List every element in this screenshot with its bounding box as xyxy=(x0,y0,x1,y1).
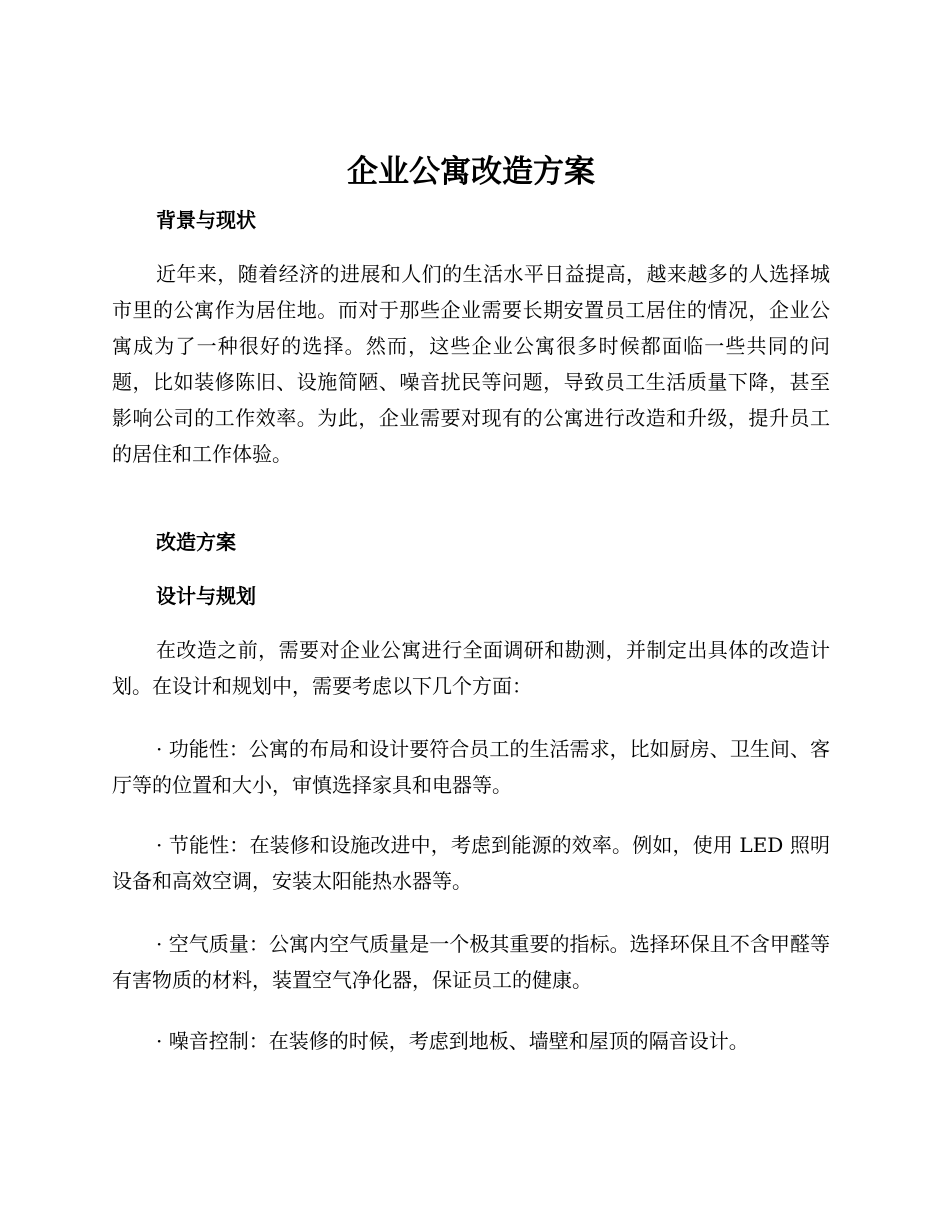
document-title: 企业公寓改造方案 xyxy=(347,154,595,190)
section-heading-plan: 改造方案 xyxy=(156,530,236,554)
paragraph-background: 近年来，随着经济的进展和人们的生活水平日益提高，越来越多的人选择城市里的公寓作为居住地。而对于那些企业需要长期安置员工居住的情况，企业公寓成为了一种很好的选择。然而，这些企业公寓很多时候都面临一些共同的问题，比如装修陈旧、设施简陋、噪音扰民等问题，导致员工生活质量下降，甚至影响公司的工作效率。为此，企业需要对现有的公寓进行改造和升级，提升员工的居住和工作体验。 xyxy=(112,262,830,466)
bullet-energy-saving: · 节能性：在装修和设施改进中，考虑到能源的效率。例如，使用 LED 照明设备和高效空调，安装太阳能热水器等。 xyxy=(112,833,830,893)
bullet-noise-control: · 噪音控制：在装修的时候，考虑到地板、墙壁和屋顶的隔音设计。 xyxy=(156,1029,749,1053)
section-heading-background: 背景与现状 xyxy=(156,208,256,232)
bullet-functionality: · 功能性：公寓的布局和设计要符合员工的生活需求，比如厨房、卫生间、客厅等的位置和大小，审慎选择家具和电器等。 xyxy=(112,737,830,797)
paragraph-design-intro: 在改造之前，需要对企业公寓进行全面调研和勘测，并制定出具体的改造计划。在设计和规划中，需要考虑以下几个方面： xyxy=(112,638,830,698)
section-heading-design: 设计与规划 xyxy=(156,584,256,608)
bullet-air-quality: · 空气质量：公寓内空气质量是一个极其重要的指标。选择环保且不含甲醛等有害物质的材料，装置空气净化器，保证员工的健康。 xyxy=(112,932,830,992)
